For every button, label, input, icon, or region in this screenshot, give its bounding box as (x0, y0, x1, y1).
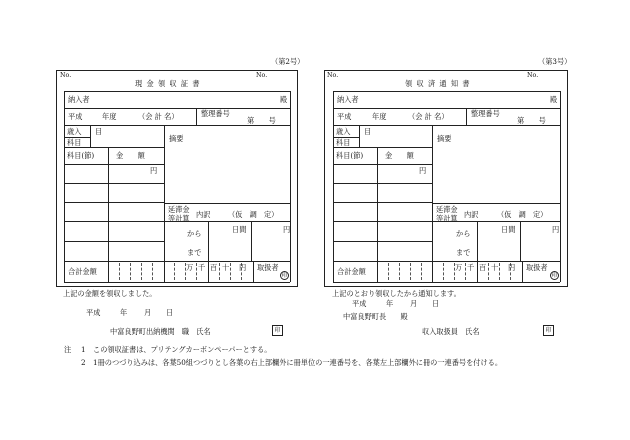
form-3-unit-sen: 千 (467, 263, 475, 272)
form-3-statement: 上記のとおり領収したから通知します。 (332, 289, 461, 298)
form-3-handler-seal: 印 (551, 272, 558, 279)
form-3-breakdown: 内訳 (464, 210, 479, 219)
form-3-date-year: 年 (386, 299, 394, 308)
form-3-no-left: No. (327, 72, 339, 79)
form-3-days: 日間 (501, 225, 516, 234)
form-2-unit-sen: 千 (198, 263, 206, 272)
form-2-issuer: 中富良野町出納機関 職 氏名 (110, 327, 211, 336)
form-2-summary-label: 摘要 (169, 134, 184, 143)
form-3-tag: （第3号） (538, 57, 572, 66)
form-2-adjusted: （仮 調 定） (228, 210, 279, 219)
form-3-seal: 印 (543, 325, 554, 336)
form-2-no-right: No. (256, 72, 268, 79)
form-2-era: 平成 (68, 112, 83, 121)
form-3-late-fee-1: 延滞金 (436, 205, 458, 214)
form-2-date-month: 月 (144, 308, 152, 317)
form-2-breakdown: 内訳 (196, 210, 211, 219)
form-2-date-year: 年 (120, 308, 128, 317)
notes-head: 注 (64, 345, 72, 354)
form-3-to: まで (456, 248, 471, 257)
form-3-adjusted: （仮 調 定） (497, 210, 548, 219)
form-3-ref-suffix: 第 号 (517, 116, 546, 125)
form-3-era: 平成 (337, 112, 352, 121)
form-3-summary-label: 摘要 (437, 134, 452, 143)
form-3-item-sub: 目 (364, 127, 372, 136)
form-2-late-fee-2: 等計算 (168, 214, 190, 223)
form-2-unit-hyaku: 百 (210, 263, 218, 272)
form-2-ref-label: 整理番号 (201, 109, 230, 118)
form-3-from: から (456, 229, 471, 238)
form-2-statement: 上記の金額を領収しました。 (63, 289, 157, 298)
form-3-ref-label: 整理番号 (471, 109, 500, 118)
form-2-tag: （第2号） (271, 57, 305, 66)
form-2-seal: 印 (272, 325, 283, 336)
form-3-payer-suffix: 殿 (550, 95, 558, 104)
form-3-unit-juu: 十 (491, 263, 499, 272)
form-3-no-right: No. (527, 72, 539, 79)
form-2-item-top: 歳入 (67, 127, 82, 136)
form-2-date-day: 日 (166, 308, 174, 317)
form-2-subject-head: 科目(節) (67, 151, 95, 160)
form-3-payer-label: 納入者 (337, 95, 359, 104)
form-2-unit-man: 万 (186, 263, 194, 272)
form-2-item-sub: 目 (95, 127, 103, 136)
form-3-unit-man: 万 (455, 263, 463, 272)
form-3-handler-label: 取扱者 (526, 263, 548, 272)
form-3-item-bottom: 科目 (336, 138, 351, 147)
form-3-unit-hyaku: 百 (479, 263, 487, 272)
form-2-frame (56, 70, 298, 287)
note-2-number: 2 (81, 358, 86, 367)
note-1-number: 1 (81, 345, 86, 354)
form-2-item-bottom: 科目 (67, 138, 82, 147)
form-3-title: 領 収 済 通 知 書 (405, 79, 471, 88)
form-2-late-fee-1: 延滞金 (168, 205, 190, 214)
form-3-late-fee-2: 等計算 (436, 214, 458, 223)
note-1-text: この領収証書は、プリテングカーボンペーパーとする。 (93, 345, 272, 354)
form-3-fiscal-year: 年度 (372, 112, 387, 121)
form-3-total-label: 合計金額 (337, 267, 366, 276)
form-2-unit-en: 円 (239, 263, 247, 272)
form-2-unit-juu: 十 (222, 263, 230, 272)
form-3-item-top: 歳入 (336, 127, 351, 136)
form-2-to: まで (187, 248, 202, 257)
form-2-title: 現 金 領 収 証 書 (135, 79, 201, 88)
form-3-amount-head: 金 額 (385, 151, 414, 160)
form-2-yen: 円 (150, 166, 158, 175)
form-2-total-label: 合計金額 (68, 267, 97, 276)
form-2-amount-head: 金 額 (116, 151, 145, 160)
form-3-yen2: 円 (552, 225, 560, 234)
form-3-subject-head: 科目(節) (336, 151, 364, 160)
form-3-issuer: 収入取扱員 氏名 (422, 327, 480, 336)
form-3-date-day: 日 (432, 299, 440, 308)
form-3-date-era: 平成 (352, 299, 367, 308)
form-2-payer-label: 納入者 (68, 95, 90, 104)
form-2-days: 日間 (232, 225, 247, 234)
form-2-no-left: No. (60, 72, 72, 79)
form-2-handler-label: 取扱者 (257, 263, 279, 272)
form-2-payer-suffix: 殿 (280, 95, 288, 104)
form-3-unit-en: 円 (508, 263, 516, 272)
form-2-handler-seal: 印 (281, 272, 288, 279)
form-2-account: （会 計 名） (138, 112, 179, 121)
form-2-ref-suffix: 第 号 (247, 116, 276, 125)
form-3-date-month: 月 (410, 299, 418, 308)
form-2-yen2: 円 (283, 225, 291, 234)
form-3-yen: 円 (419, 166, 427, 175)
form-3-frame (324, 70, 568, 287)
form-3-account: （会 計 名） (408, 112, 449, 121)
form-2-fiscal-year: 年度 (102, 112, 117, 121)
form-2-date-era: 平成 (86, 308, 101, 317)
form-2-from: から (187, 229, 202, 238)
note-2-text: 1冊のつづり込みは、各葉50組つづりとし各葉の右上部欄外に冊単位の一連番号を、各葉左上部欄外に冊の一連番号を付ける。 (93, 358, 503, 367)
form-3-addressee: 中富良野町長 殿 (343, 312, 408, 321)
